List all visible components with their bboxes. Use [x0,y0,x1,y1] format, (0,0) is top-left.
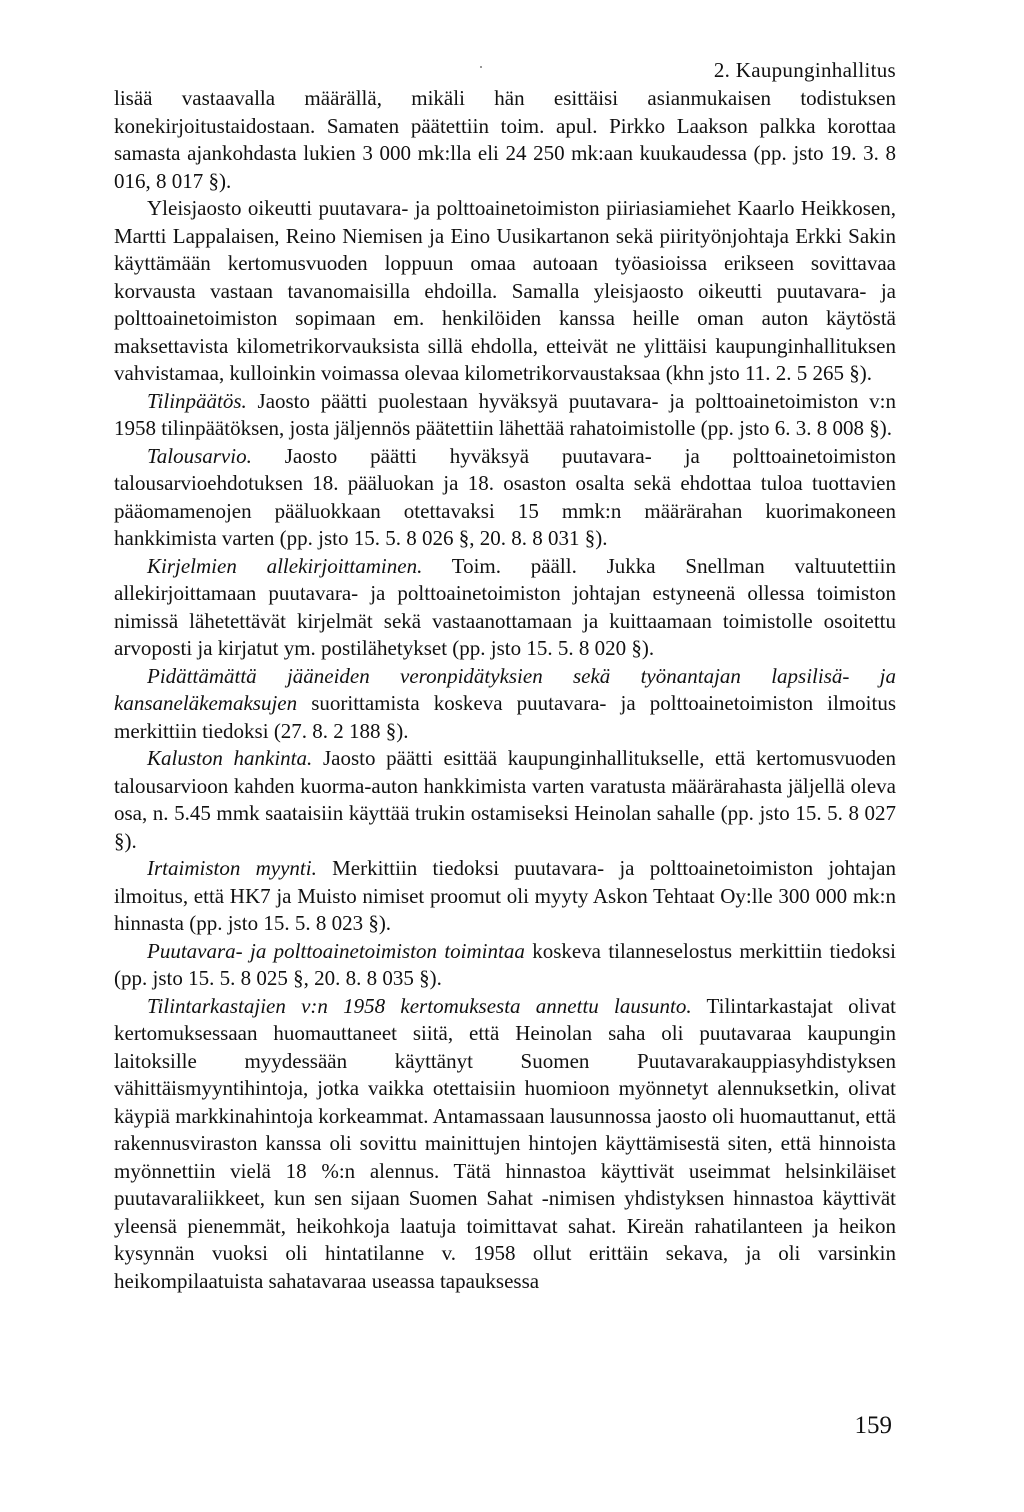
paragraph-car-allowance [114,195,896,388]
paragraph-heading: Talousarvio. [147,443,252,468]
paragraph-text: Tilintarkastajat olivat kertomuksessaan huomauttaneet siitä, että Heinolan saha oli puutavaraa kaupungin laitoksille myydessään käyttänyt Suomen Puutavarakauppiasyhdistyksen vähittäismyyntihintoja, jotka vaikka otettaisiin huomioon myönnetyt alennuksetkin, olivat käypiä markkinahintoja korkeammat. Antamassaan lausunnossa jaosto oli huomauttanut, että rakennusviraston kanssa oli sovittu mainittujen hintojen käyttämisestä siten, että hinnoista myönnettiin vielä 18 %:n alennus. Tätä hinnastoa käyttivät useimmat helsinkiläiset puutavaraliikkeet, kun sen sijaan Suomen Sahat -nimisen yhdistyksen hinnastoa käyttivät yleensä pienemmät, heikohkoja laatuja toimittavat sahat. Kireän rahatilanteen ja heikon kysynnän vuoksi oli hintatilanne v. 1958 ollut erittäin sekava, ja oli varsinkin heikompilaatuista sahatavaraa useassa tapauksessa [114,993,896,1293]
paragraph-tilintarkastajat [114,993,896,1296]
paragraph-heading: Tilintarkastajien v:n 1958 kertomuksesta annettu lausunto. [147,993,692,1018]
paragraph-heading: Kaluston hankinta. [147,746,313,770]
paragraph-toiminta [114,938,896,993]
print-speck [480,66,482,68]
paragraph-tilinpaatos [114,388,896,443]
paragraph-heading: Kirjelmien allekirjoittaminen. [147,553,423,578]
paragraph-kirjelmat [114,553,896,663]
paragraph-text: Jaosto päätti hyväksyä puutavara- ja polttoainetoimiston talousarvioehdotuksen 18. pääluokan ja 18. osaston osalta sekä ehdottaa tuloa tuottavien pääomamenojen pääluokkaan otettavaksi 15 mmk:n määrärahan kuorimakoneen hankkimista varten (pp. jsto 15. 5. 8 026 §, 20. 8. 8 031 §). [114,443,896,550]
paragraph-text: Merkittiin tiedoksi puutavara- ja polttoainetoimiston johtajan ilmoitus, että HK7 ja Muisto nimiset proomut oli myyty Askon Tehtaat Oy:lle 300 000 mk:n hinnasta (pp. jsto 15. 5. 8 023 §). [114,856,896,935]
paragraph-text: suorittamista koskeva puutavara- ja polttoainetoimiston ilmoitus merkittiin tiedoksi (27. 8. 2 188 §). [114,691,896,743]
page-number: 159 [854,1412,892,1439]
paragraph-text: Jaosto päätti puolestaan hyväksyä puutavara- ja polttoainetoimiston v:n 1958 tilinpäätöksen, josta jäljennös päätettiin lähettää rahatoimistolle (pp. jsto 6. 3. 8 008 §). [114,388,896,440]
paragraph-veronpidatykset [114,663,896,746]
paragraph-heading: Puutavara- ja polttoainetoimiston toimintaa [147,938,525,963]
paragraph-text: Yleisjaosto oikeutti puutavara- ja polttoainetoimiston piiriasiamiehet Kaarlo Heikkosen, Martti Lappalaisen, Reino Niemisen ja Eino Uusikartanon sekä piirityönjohtaja Erkki Sakin käyttämään kertomusvuoden loppuun omaa autoaan työasioissa erikseen sovittavaa korvausta vastaan tavanomaisilla ehdoilla. Samalla yleisjaosto oikeutti puutavara- ja polttoainetoimiston sopimaan em. henkilöiden kanssa heille oman auton käytöstä maksettavista kilometrikorvauksista sillä ehdolla, etteivät ne ylittäisi kaupunginhallituksen vahvistamaa, kulloinkin voimassa olevaa kilometrikorvaustaksaa (khn jsto 11. 2. 5 265 §). [114,196,896,385]
paragraph-text: Toim. pääll. Jukka Snellman valtuutettiin allekirjoittamaan puutavara- ja polttoainetoimiston johtajan estyneenä ollessa toimiston nimissä lähetettävät kirjelmät sekä vastaanottamaan ja kuittaamaan toimistolle osoitettu arvoposti ja kirjatut ym. postilähetykset (pp. jsto 15. 5. 8 020 §). [114,553,896,660]
paragraph-continuation [114,85,896,195]
paragraph-text: Jaosto päätti esittää kaupunginhallitukselle, että kertomusvuoden talousarvioon kahden kuorma-auton hankkimista varten varatusta määrärahasta jäljellä oleva osa, n. 5.45 mmk saataisiin käyttää trukin ostamiseksi Heinolan sahalle (pp. jsto 15. 5. 8 027 §). [114,746,897,853]
paragraph-heading: Tilinpäätös. [147,388,247,413]
paragraph-heading: Pidättämättä jääneiden veronpidätyksien sekä työnantajan lapsilisä- ja kansaneläkemaksujen [114,663,896,715]
body-text [114,85,896,1295]
running-header: 2. Kaupunginhallitus [713,58,896,82]
paragraph-text: koskeva tilanneselostus merkittiin tiedoksi (pp. jsto 15. 5. 8 025 §, 20. 8. 8 035 §). [114,938,896,990]
paragraph-kalusto [114,745,896,855]
paragraph-text: lisää vastaavalla määrällä, mikäli hän esittäisi asianmukaisen todistuksen konekirjoitustaidostaan. Samaten päätettiin toim. apul. Pirkko Laakson palkka korottaa samasta ajankohdasta lukien 3 000 mk:lla eli 24 250 mk:aan kuukaudessa (pp. jsto 19. 3. 8 016, 8 017 §). [114,86,896,193]
paragraph-talousarvio [114,443,896,553]
paragraph-heading: Irtaimiston myynti. [147,856,317,880]
paragraph-irtaimisto [114,855,896,938]
